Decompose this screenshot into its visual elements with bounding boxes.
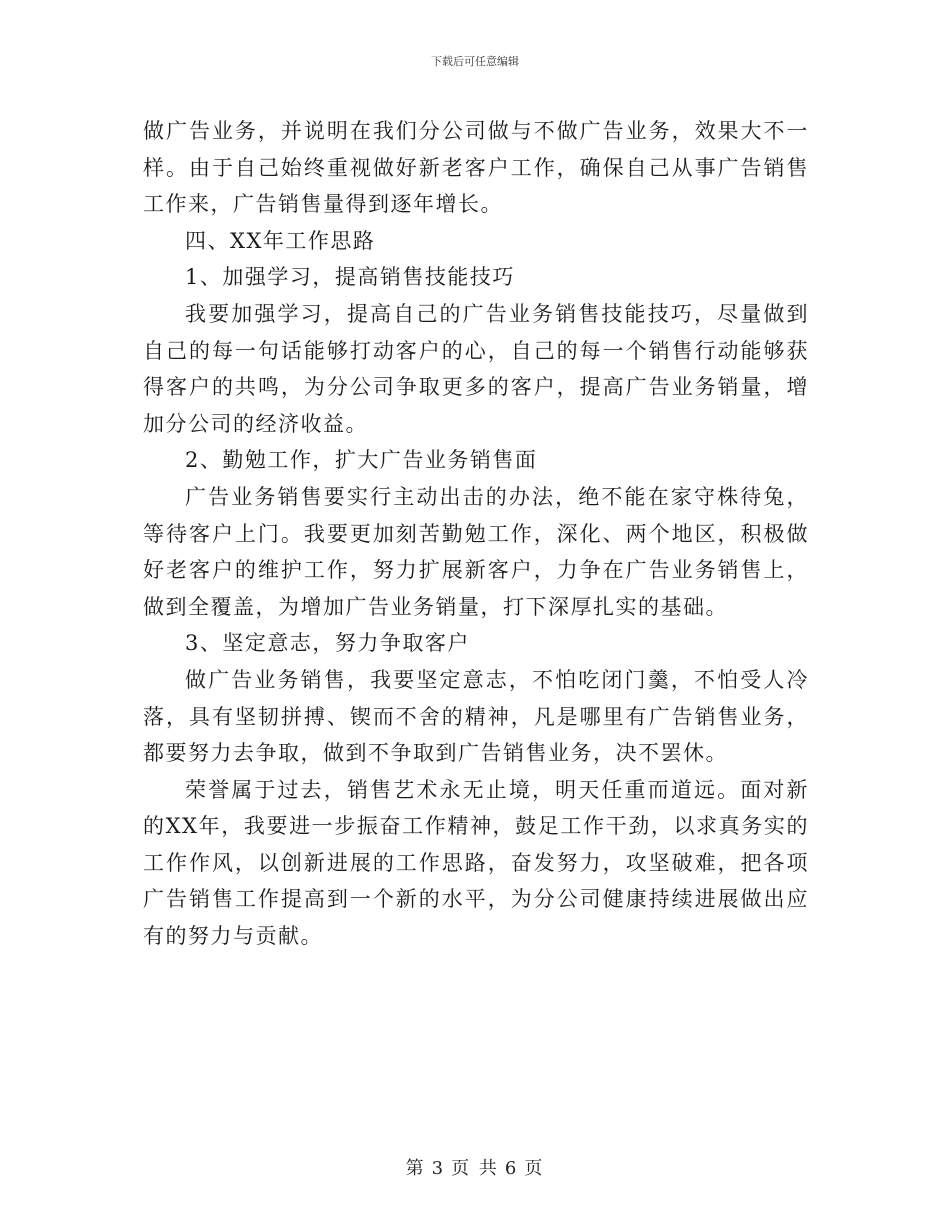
footer-total-pages: 6 xyxy=(504,1158,519,1179)
footer-page-number: 3 xyxy=(431,1158,446,1179)
footer-prefix: 第 xyxy=(405,1158,426,1179)
footer-middle: 页 共 xyxy=(451,1158,499,1179)
paragraph-continuation: 做广告业务，并说明在我们分公司做与不做广告业务，效果大不一样。由于自己始终重视做好新老客户工作，确保自己从事广告销售工作来，广告销售量得到逐年增长。 xyxy=(143,119,809,217)
subheading-study: 1、加强学习，提高销售技能技巧 xyxy=(185,265,515,290)
page-header: 下载后可任意编辑 xyxy=(431,55,519,68)
section-heading-work-plan: 四、XX年工作思路 xyxy=(185,228,376,253)
subheading-diligence: 2、勤勉工作，扩大广告业务销售面 xyxy=(185,448,538,473)
paragraph-study: 我要加强学习，提高自己的广告业务销售技能技巧，尽量做到自己的每一句话能够打动客户的心，自己的每一个销售行动能够获得客户的共鸣，为分公司争取更多的客户，提高广告业务销量，增加分公司的经济收益。 xyxy=(143,301,809,436)
subheading-determination: 3、坚定意志，努力争取客户 xyxy=(185,631,470,656)
footer-suffix: 页 xyxy=(524,1158,545,1179)
paragraph-determination: 做广告业务销售，我要坚定意志，不怕吃闭门羹，不怕受人冷落，具有坚韧拼搏、锲而不舍的精神，凡是哪里有广告销售业务，都要努力去争取，做到不争取到广告销售业务，决不罢休。 xyxy=(143,667,809,766)
document-body xyxy=(143,113,809,955)
paragraph-conclusion: 荣誉属于过去，销售艺术永无止境，明天任重而道远。面对新的XX年，我要进一步振奋工作精神，鼓足工作干劲，以求真务实的工作作风，以创新进展的工作思路，奋发努力，攻坚破难，把各项广告销售工作提高到一个新的水平，为分公司健康持续进展做出应有的努力与贡献。 xyxy=(143,777,809,949)
page-footer xyxy=(0,1154,950,1180)
paragraph-diligence: 广告业务销售要实行主动出击的办法，绝不能在家守株待兔，等待客户上门。我要更加刻苦勤勉工作，深化、两个地区，积极做好老客户的维护工作，努力扩展新客户，力争在广告业务销售上，做到全覆盖，为增加广告业务销量，打下深厚扎实的基础。 xyxy=(143,484,809,619)
